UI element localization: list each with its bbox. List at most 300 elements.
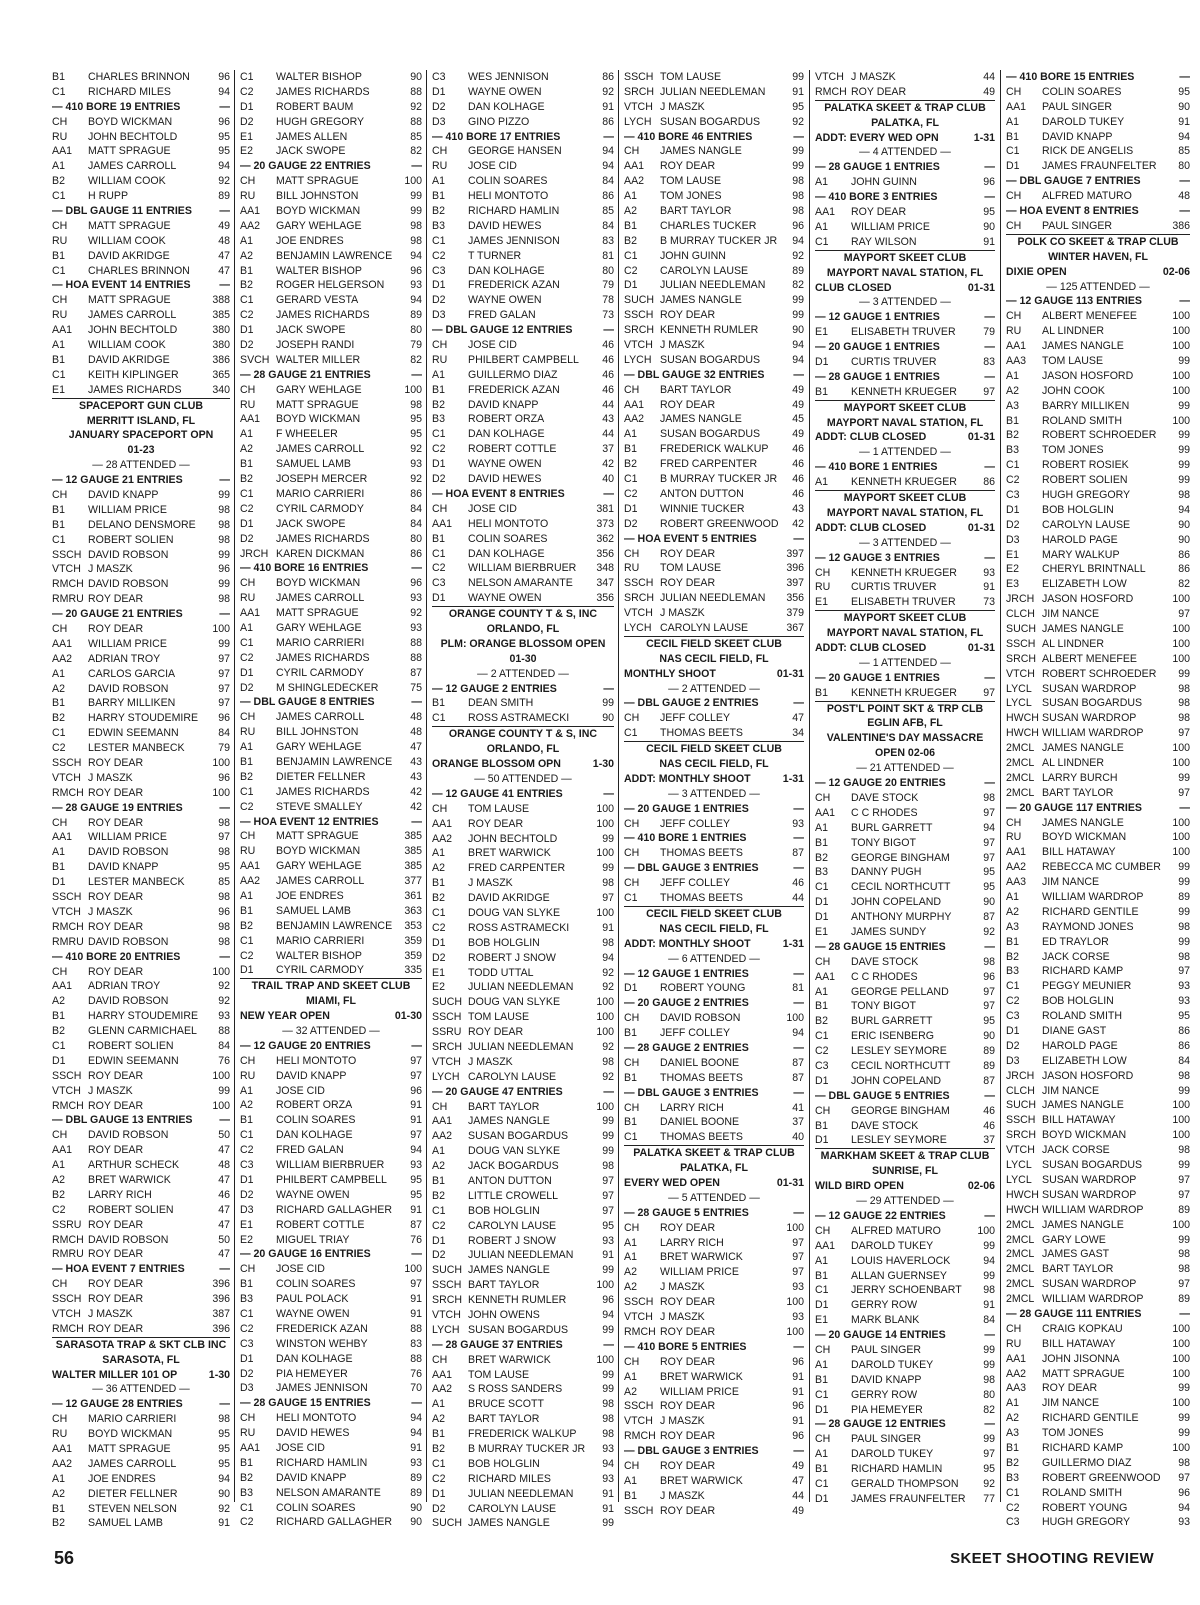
shooter-name: ROY DEAR	[88, 1278, 144, 1291]
result-row	[1006, 1158, 1190, 1173]
score: 89	[218, 190, 230, 203]
classification-code: D3	[432, 309, 446, 322]
event-dash: —	[793, 130, 804, 143]
classification-code: C2	[624, 264, 638, 277]
shooter-name: WILLIAM COOK	[88, 339, 166, 352]
classification-code: E1	[1006, 548, 1019, 561]
result-row	[815, 1477, 995, 1492]
event-dash: —	[603, 487, 614, 500]
score: 46	[602, 383, 614, 396]
classification-code: CH	[1006, 816, 1022, 829]
shooter-name: ROY DEAR	[88, 593, 144, 606]
shooter-name: ROBERT ROSIEK	[1042, 459, 1129, 472]
event-header	[52, 1113, 230, 1128]
result-row	[624, 174, 804, 189]
club-heading: POLK CO SKEET & TRAP CLUB	[1017, 235, 1179, 248]
result-row	[240, 85, 422, 100]
result-row	[624, 398, 804, 413]
result-row	[1006, 696, 1190, 711]
shoot-date: 1-31	[782, 937, 804, 950]
classification-code: C2	[240, 85, 254, 98]
result-row	[52, 935, 230, 950]
result-row	[52, 667, 230, 682]
classification-code: C3	[240, 1337, 254, 1350]
result-row	[1006, 964, 1190, 979]
result-row	[624, 846, 804, 861]
score: 99	[1178, 876, 1190, 889]
result-row	[1006, 1441, 1190, 1456]
shooter-name: CARLOS GARCIA	[88, 667, 176, 680]
shooter-name: DAVID AKRIDGE	[88, 249, 170, 262]
result-row	[815, 1313, 995, 1328]
event-header	[624, 1340, 804, 1355]
classification-code: JRCH	[1006, 1069, 1035, 1082]
result-row	[432, 802, 614, 817]
result-row	[432, 1219, 614, 1234]
result-row	[1006, 458, 1190, 473]
score: 99	[1178, 1427, 1190, 1440]
classification-code: E1	[240, 130, 253, 143]
score: 100	[596, 1011, 614, 1024]
result-row	[52, 711, 230, 726]
classification-code: CH	[52, 489, 68, 501]
score: 86	[983, 476, 995, 489]
shooter-name: DAVID KNAPP	[276, 1471, 347, 1484]
classification-code: A1	[240, 621, 253, 634]
score: 94	[410, 1427, 422, 1440]
shooter-name: BRUCE SCOTT	[468, 1398, 544, 1411]
result-row	[1006, 1367, 1190, 1382]
shooter-name: JAMES RICHARDS	[276, 532, 370, 545]
shooter-name: BOB HOLGLIN	[1042, 503, 1114, 516]
classification-code: 2MCL	[1006, 1248, 1035, 1261]
shooter-name: GARY WEHLAGE	[276, 860, 362, 873]
classification-code: CH	[1006, 310, 1022, 323]
score: 99	[602, 1368, 614, 1381]
classification-code: B1	[52, 503, 65, 516]
shooter-name: BOB HOLGLIN	[468, 1457, 540, 1470]
result-row	[815, 475, 995, 491]
event-header	[624, 861, 804, 876]
classification-code: E1	[815, 1314, 828, 1327]
shooter-name: RICHARD GALLAGHER	[276, 1516, 392, 1529]
result-row	[1006, 219, 1190, 235]
result-row	[1006, 592, 1190, 607]
shooter-name: JOHN BECHTOLD	[88, 324, 178, 337]
score: 92	[602, 966, 614, 979]
classification-code: A2	[432, 1413, 445, 1426]
classification-code: C1	[240, 294, 254, 307]
classification-code: B1	[52, 353, 65, 366]
classification-code: AA1	[240, 413, 261, 426]
shooter-name: JOSE CID	[276, 1441, 325, 1454]
shooter-name: SUSAN BOGARDUS	[660, 115, 761, 128]
shooter-name: SUSAN BOGARDUS	[1042, 1159, 1143, 1172]
classification-code: 2MCL	[1006, 1293, 1035, 1306]
classification-code: B1	[1006, 130, 1019, 143]
shooter-name: FRED GALAN	[276, 1144, 344, 1157]
event-dash: —	[411, 1039, 422, 1052]
classification-code: SUCH	[432, 1517, 463, 1530]
score: 99	[1178, 399, 1190, 412]
shooter-name: ROY DEAR	[660, 1430, 716, 1443]
classification-code: AA1	[624, 160, 645, 173]
shooter-name: ALFRED MATURO	[851, 1224, 941, 1237]
shooter-name: ROY DEAR	[88, 1248, 144, 1261]
shooter-name: TOM JONES	[1042, 444, 1104, 457]
event-label: — 28 GAUGE 111 ENTRIES	[1006, 1307, 1142, 1320]
classification-code: AA1	[815, 1239, 836, 1252]
shooter-name: WILLIAM COOK	[88, 175, 166, 188]
result-row	[815, 1074, 995, 1089]
classification-code: C2	[240, 309, 254, 322]
classification-code: VTCH	[432, 1309, 461, 1322]
shooter-name: JOHN GUINN	[851, 176, 917, 189]
classification-code: A2	[624, 1385, 637, 1398]
shooter-name: DAVID ROBSON	[660, 1012, 741, 1025]
score: 100	[1172, 384, 1190, 397]
classification-code: RMCH	[52, 786, 84, 799]
score: 97	[1178, 727, 1190, 740]
classification-code: D1	[815, 1074, 829, 1087]
score: 99	[1178, 1084, 1190, 1097]
result-row	[815, 686, 995, 702]
event-label: — 20 GAUGE 1 ENTRIES	[815, 341, 940, 354]
event-header	[432, 682, 614, 697]
classification-code: VTCH	[624, 607, 653, 620]
result-row	[1006, 711, 1190, 726]
classification-code: B1	[624, 443, 637, 456]
score: 98	[1178, 488, 1190, 501]
shooter-name: MATT SPRAGUE	[276, 398, 359, 411]
result-row	[815, 1119, 995, 1134]
result-row	[815, 205, 995, 220]
result-row	[52, 920, 230, 935]
club-heading: CECIL FIELD SKEET CLUB	[646, 743, 782, 756]
score: 96	[410, 577, 422, 590]
event-label: — 410 BORE 15 ENTRIES	[1006, 71, 1135, 83]
score: 84	[602, 219, 614, 232]
result-row	[52, 308, 230, 323]
shooter-name: MARIO CARRIERI	[276, 487, 365, 500]
event-label: — HOA EVENT 7 ENTRIES	[52, 1263, 185, 1276]
shooter-name: EDWIN SEEMANN	[88, 727, 179, 740]
classification-code: AA2	[52, 652, 73, 665]
result-row	[1006, 1203, 1190, 1218]
result-row	[240, 100, 422, 115]
classification-code: B1	[624, 1489, 637, 1502]
result-row	[432, 1114, 614, 1129]
classification-code: RU	[432, 160, 448, 173]
shoot-name: WILD BIRD OPEN	[815, 1180, 904, 1193]
result-row	[52, 1203, 230, 1218]
shooter-name: ROY DEAR	[88, 757, 144, 770]
score: 89	[410, 1486, 422, 1499]
score: 93	[792, 1281, 804, 1294]
shooter-name: JOSE CID	[276, 1263, 325, 1276]
shoot-title	[624, 1176, 804, 1191]
score: 89	[983, 1060, 995, 1072]
score: 89	[792, 264, 804, 277]
score: 97	[410, 1129, 422, 1142]
score: 98	[410, 234, 422, 247]
result-row	[624, 1115, 804, 1130]
result-row	[240, 264, 422, 279]
classification-code: VTCH	[1006, 667, 1035, 680]
result-row	[1006, 384, 1190, 399]
shooter-name: PIA HEMEYER	[851, 1403, 923, 1416]
classification-code: B1	[52, 249, 65, 262]
score: 100	[1172, 1397, 1190, 1410]
score: 96	[218, 71, 230, 83]
result-row	[624, 606, 804, 621]
result-row	[432, 1055, 614, 1070]
classification-code: A1	[52, 1472, 65, 1485]
shooter-name: BENJAMIN LAWRENCE	[276, 249, 393, 262]
shoot-title	[624, 937, 804, 952]
shooter-name: DAROLD TUKEY	[851, 1239, 934, 1252]
event-label: — 12 GAUGE 2 ENTRIES	[432, 682, 557, 695]
event-header	[1006, 204, 1190, 219]
event-dash: —	[984, 161, 995, 174]
classification-code: HWCH	[1006, 1203, 1039, 1216]
classification-code: AA3	[1006, 1382, 1027, 1395]
classification-code: A1	[624, 190, 637, 203]
club-heading: NAS CECIL FIELD, FL	[659, 758, 769, 771]
classification-code: CH	[52, 294, 68, 307]
score: 91	[1178, 115, 1190, 128]
score: 91	[602, 100, 614, 113]
event-dash: —	[793, 1340, 804, 1353]
classification-code: B3	[1006, 1471, 1019, 1484]
score: 96	[218, 712, 230, 725]
score: 91	[792, 1415, 804, 1428]
result-row	[240, 725, 422, 740]
shooter-name: HELI MONTOTO	[468, 190, 549, 203]
shooter-name: KENNETH KRUEGER	[851, 385, 957, 398]
score: 100	[1172, 846, 1190, 859]
score: 84	[410, 502, 422, 515]
score: 397	[786, 577, 804, 590]
result-row	[624, 561, 804, 576]
classification-code: SSCH	[432, 1279, 462, 1292]
event-dash: —	[219, 1263, 230, 1276]
shooter-name: BART TAYLOR	[468, 1100, 540, 1113]
result-row	[1006, 533, 1190, 548]
shooter-name: TOM LAUSE	[660, 71, 722, 83]
result-row	[432, 189, 614, 204]
classification-code: A2	[52, 1173, 65, 1186]
result-row	[624, 70, 804, 85]
shooter-name: RICHARD MILES	[468, 1472, 551, 1485]
classification-code: B2	[52, 1188, 65, 1201]
result-row	[52, 383, 230, 399]
shooter-name: HAROLD PAGE	[1042, 1039, 1118, 1052]
shooter-name: CYRIL CARMODY	[276, 502, 364, 515]
shoot-name: ADDT: MONTHLY SHOOT	[624, 937, 751, 950]
result-row	[52, 682, 230, 697]
event-header	[624, 1206, 804, 1221]
event-dash: —	[793, 862, 804, 875]
shooter-name: DOUG VAN SLYKE	[468, 1145, 561, 1158]
score: 86	[602, 115, 614, 128]
score: 89	[410, 309, 422, 322]
result-row	[240, 1471, 422, 1486]
score: 100	[1172, 1114, 1190, 1127]
shoot-title	[1006, 265, 1190, 280]
classification-code: E3	[1006, 578, 1019, 591]
result-row	[1006, 920, 1190, 935]
shooter-name: DAN KOLHAGE	[468, 100, 545, 113]
score: 99	[1178, 444, 1190, 457]
score: 98	[983, 791, 995, 804]
event-label: — 12 GAUGE 1 ENTRIES	[815, 311, 940, 324]
score: 94	[410, 249, 422, 262]
score: 100	[1172, 757, 1190, 769]
shoot-date: 01-31	[776, 667, 804, 680]
result-row	[624, 876, 804, 891]
shooter-name: BENJAMIN LAWRENCE	[276, 755, 393, 768]
score: 98	[602, 1413, 614, 1426]
score: 87	[410, 666, 422, 679]
classification-code: A1	[815, 985, 828, 998]
shooter-name: EDWIN SEEMANN	[88, 1054, 179, 1067]
result-row	[432, 1442, 614, 1457]
score: 98	[1178, 1069, 1190, 1082]
classification-code: D2	[624, 517, 638, 530]
shooter-name: JULIAN NEEDLEMAN	[468, 981, 574, 994]
shooter-name: FRED CARPENTER	[660, 458, 758, 471]
score: 95	[410, 413, 422, 426]
attendance-line: — 2 ATTENDED —	[668, 682, 760, 695]
shooter-name: AL LINDNER	[1042, 757, 1105, 769]
classification-code: C1	[52, 727, 66, 740]
score: 100	[1172, 414, 1190, 427]
score: 340	[212, 383, 230, 396]
shooter-name: JAMES CARROLL	[276, 443, 365, 456]
classification-code: CH	[240, 1412, 256, 1425]
classification-code: B3	[240, 1293, 253, 1306]
result-row	[1006, 548, 1190, 563]
classification-code: CH	[815, 1104, 831, 1117]
classification-code: CH	[52, 219, 68, 232]
score: 91	[792, 85, 804, 98]
classification-code: B1	[240, 755, 253, 768]
shooter-name: MARY WALKUP	[1042, 548, 1120, 561]
shooter-name: SUSAN BOGARDUS	[660, 428, 761, 441]
classification-code: C1	[240, 1307, 254, 1320]
shooter-name: JOSE CID	[468, 502, 517, 515]
shooter-name: ANTHONY MURPHY	[851, 911, 952, 924]
score: 76	[218, 1054, 230, 1067]
result-row	[240, 412, 422, 427]
result-row	[1006, 369, 1190, 384]
event-dash: —	[793, 1445, 804, 1458]
score: 99	[983, 1433, 995, 1446]
event-label: — 28 GAUGE 37 ENTRIES	[432, 1338, 563, 1351]
shooter-name: CAROLYN LAUSE	[468, 1502, 557, 1515]
classification-code: B2	[240, 279, 253, 292]
result-row	[1006, 1113, 1190, 1128]
shooter-name: FREDERICK WALKUP	[468, 1428, 577, 1441]
event-dash: —	[984, 191, 995, 204]
shooter-name: JAMES RICHARDS	[276, 85, 370, 98]
score: 73	[983, 596, 995, 609]
classification-code: CH	[624, 547, 640, 560]
result-row	[52, 1158, 230, 1173]
shooter-name: COLIN SOARES	[276, 1114, 356, 1127]
classification-code: CH	[815, 791, 831, 804]
shooter-name: ARTHUR SCHECK	[88, 1159, 180, 1172]
classification-code: CH	[432, 502, 448, 515]
result-row	[240, 1486, 422, 1501]
shooter-name: J MASZK	[88, 563, 133, 576]
classification-code: C2	[1006, 995, 1020, 1008]
classification-code: C2	[432, 562, 446, 575]
score: 44	[602, 428, 614, 441]
result-row	[52, 368, 230, 383]
score: 99	[1178, 1233, 1190, 1246]
shooter-name: J MASZK	[88, 1307, 133, 1320]
attendance-line: — 3 ATTENDED —	[859, 296, 951, 309]
score: 92	[983, 925, 995, 938]
score: 48	[218, 234, 230, 247]
shooter-name: JULIAN NEEDLEMAN	[660, 279, 766, 292]
score: 99	[602, 697, 614, 710]
score: 97	[1178, 1471, 1190, 1484]
classification-code: RU	[240, 190, 256, 203]
shooter-name: JULIAN NEEDLEMAN	[468, 1040, 574, 1053]
shooter-name: CAROLYN LAUSE	[1042, 518, 1131, 531]
result-row	[432, 159, 614, 174]
score: 98	[1178, 920, 1190, 933]
result-row	[52, 189, 230, 204]
classification-code: E1	[240, 1218, 253, 1231]
score: 99	[602, 1145, 614, 1158]
result-row	[624, 1130, 804, 1146]
event-dash: —	[411, 696, 422, 709]
classification-code: SRCH	[432, 1040, 463, 1053]
shoot-title	[52, 1368, 230, 1383]
shoot-title	[815, 521, 995, 536]
shooter-name: ROBERT COTTLE	[468, 443, 557, 456]
classification-code: RMRU	[52, 935, 84, 948]
score: 95	[983, 881, 995, 894]
shoot-name: ADDT: CLUB CLOSED	[815, 521, 927, 534]
result-row	[432, 1397, 614, 1412]
score: 99	[1178, 354, 1190, 367]
result-row	[240, 427, 422, 442]
score: 86	[1178, 1039, 1190, 1052]
score: 95	[410, 1188, 422, 1201]
result-row	[1006, 1188, 1190, 1203]
classification-code: CH	[624, 1221, 640, 1234]
score: 96	[792, 219, 804, 232]
classification-code: A1	[240, 1084, 253, 1097]
score: 84	[218, 1039, 230, 1052]
shooter-name: ROY DEAR	[660, 1459, 716, 1472]
score: 380	[212, 324, 230, 337]
attendance-line: — 1 ATTENDED —	[859, 446, 951, 459]
score: 94	[602, 1457, 614, 1470]
result-row	[240, 621, 422, 636]
score: 84	[218, 727, 230, 740]
classification-code: AA2	[1006, 1367, 1027, 1380]
shooter-name: J MASZK	[88, 771, 133, 784]
result-row	[432, 532, 614, 547]
result-row	[432, 1293, 614, 1308]
event-header	[240, 695, 422, 710]
